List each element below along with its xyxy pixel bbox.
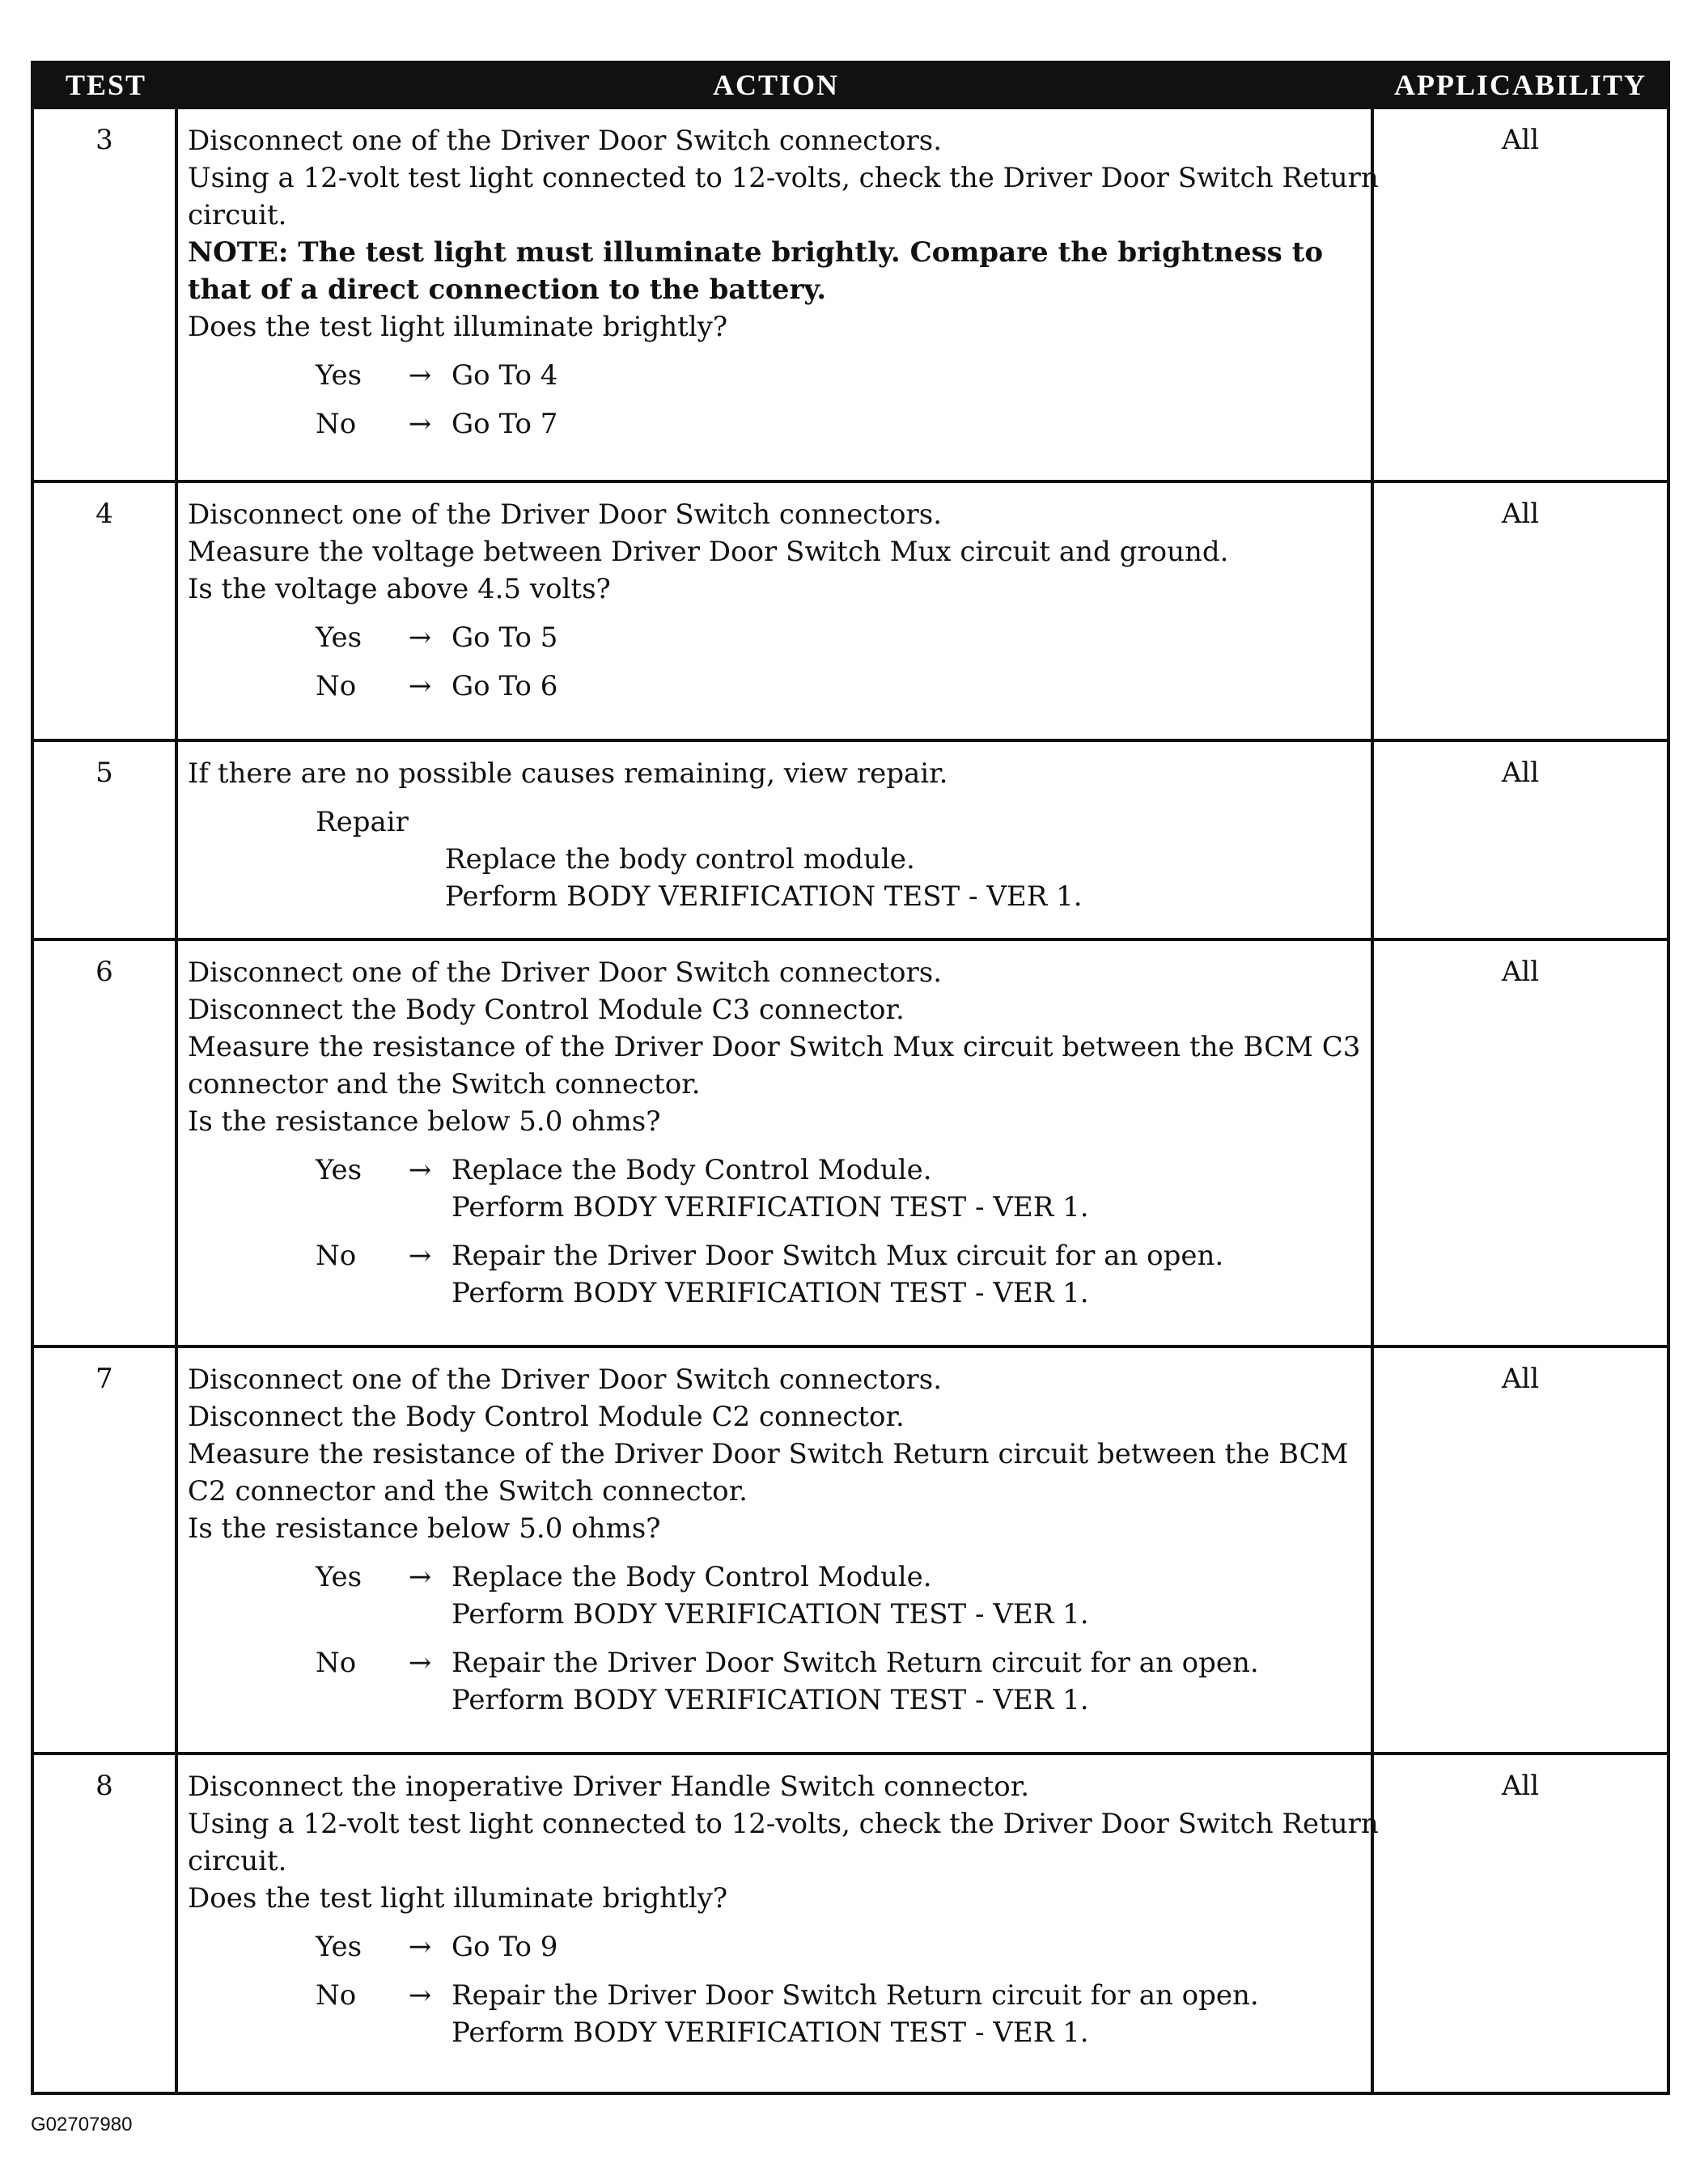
arrow-right-icon: →: [408, 359, 432, 392]
yes-result: [451, 1151, 1363, 1226]
diagnostic-table: [31, 61, 1670, 2095]
no-label: No: [316, 1647, 357, 1679]
action-cell: [178, 941, 1374, 1345]
result-line: Go To 6: [451, 670, 558, 702]
repair-label: Repair: [316, 806, 409, 838]
yes-branch: [188, 619, 1363, 656]
test-number: 6: [34, 941, 178, 1345]
yes-result: [451, 1928, 1363, 1966]
applicability-value: All: [1501, 1770, 1540, 1802]
action-line: Measure the resistance of the Driver Door Switch Mux circuit between the BCM C3: [188, 1031, 1361, 1063]
table-row: [34, 739, 1667, 938]
question-line: Does the test light illuminate brightly?: [188, 1882, 728, 1915]
result-line: Replace the Body Control Module.: [451, 1154, 932, 1186]
question-line: Is the voltage above 4.5 volts?: [188, 573, 611, 605]
header-applicability: APPLICABILITY: [1393, 69, 1647, 101]
figure-code: G02707980: [31, 2114, 133, 2135]
table-body: [34, 106, 1667, 2092]
table-row: [34, 1345, 1667, 1752]
result-line: Perform BODY VERIFICATION TEST - VER 1.: [451, 1598, 1089, 1631]
test-number: 5: [34, 742, 178, 938]
table-row: [34, 106, 1667, 480]
action-line: Measure the resistance of the Driver Door Switch Return circuit between the BCM: [188, 1438, 1349, 1470]
yes-result: [451, 1558, 1363, 1633]
action-line: Disconnect the Body Control Module C2 connector.: [188, 1401, 905, 1433]
result-line: Repair the Driver Door Switch Mux circuit for an open.: [451, 1240, 1224, 1272]
yes-branch: [188, 1151, 1363, 1226]
test-number: 3: [34, 109, 178, 480]
test-number: 4: [34, 483, 178, 739]
applicability-value: All: [1501, 956, 1540, 988]
no-branch: [188, 1237, 1363, 1312]
no-result: [451, 1644, 1363, 1719]
result-line: Perform BODY VERIFICATION TEST - VER 1.: [451, 1684, 1089, 1716]
arrow-right-icon: →: [408, 621, 432, 654]
no-branch: [188, 1977, 1363, 2051]
action-line: Disconnect the Body Control Module C3 connector.: [188, 994, 905, 1026]
result-line: Perform BODY VERIFICATION TEST - VER 1.: [451, 2016, 1089, 2049]
repair-block: [188, 804, 1363, 915]
table-row: [34, 938, 1667, 1345]
action-line: circuit.: [188, 1845, 287, 1877]
yes-label: Yes: [316, 1154, 362, 1186]
action-line: circuit.: [188, 199, 287, 231]
action-line: Using a 12-volt test light connected to 12-volts, check the Driver Door Switch Return: [188, 1808, 1379, 1840]
header-action: ACTION: [712, 69, 840, 101]
applicability-value: All: [1501, 498, 1540, 530]
action-line: C2 connector and the Switch connector.: [188, 1475, 748, 1508]
yes-branch: [188, 1928, 1363, 1966]
yes-branch: [188, 357, 1363, 394]
test-number: 7: [34, 1348, 178, 1752]
yes-result: [451, 619, 1363, 656]
result-line: Repair the Driver Door Switch Return circuit for an open.: [451, 1647, 1259, 1679]
result-line: Perform BODY VERIFICATION TEST - VER 1.: [451, 1277, 1089, 1309]
no-label: No: [316, 1240, 357, 1272]
action-line: Disconnect one of the Driver Door Switch connectors.: [188, 125, 942, 157]
arrow-right-icon: →: [408, 1561, 432, 1593]
action-line: Disconnect one of the Driver Door Switch connectors.: [188, 1363, 942, 1396]
result-line: Go To 7: [451, 408, 558, 440]
action-line: Disconnect one of the Driver Door Switch connectors.: [188, 956, 942, 989]
yes-label: Yes: [316, 1931, 362, 1963]
no-branch: [188, 1644, 1363, 1719]
table-row: [34, 480, 1667, 739]
applicability-value: All: [1501, 757, 1540, 789]
header-test: TEST: [65, 69, 147, 101]
yes-branch: [188, 1558, 1363, 1633]
applicability-value: All: [1501, 124, 1540, 156]
result-line: Replace the Body Control Module.: [451, 1561, 932, 1593]
no-result: [451, 1237, 1363, 1312]
no-label: No: [316, 408, 357, 440]
arrow-right-icon: →: [408, 1979, 432, 2012]
note-line: that of a direct connection to the battery.: [188, 274, 827, 306]
action-cell: [178, 1755, 1379, 2092]
repair-line: Replace the body control module.: [445, 843, 915, 876]
arrow-right-icon: →: [408, 1931, 432, 1963]
arrow-right-icon: →: [408, 670, 432, 702]
question-line: Is the resistance below 5.0 ohms?: [188, 1105, 661, 1138]
question-line: Does the test light illuminate brightly?: [188, 311, 728, 343]
action-line: connector and the Switch connector.: [188, 1068, 701, 1100]
action-line: If there are no possible causes remaining, view repair.: [188, 757, 948, 790]
no-result: [451, 668, 1363, 705]
no-branch: [188, 668, 1363, 705]
action-line: Using a 12-volt test light connected to 12-volts, check the Driver Door Switch Return: [188, 162, 1379, 194]
result-line: Perform BODY VERIFICATION TEST - VER 1.: [451, 1191, 1089, 1223]
table-header: [34, 64, 1667, 106]
result-line: Repair the Driver Door Switch Return circuit for an open.: [451, 1979, 1259, 2012]
no-result: [451, 405, 1363, 443]
table-row: [34, 1752, 1667, 2092]
action-line: Measure the voltage between Driver Door Switch Mux circuit and ground.: [188, 536, 1229, 568]
action-cell: [178, 1348, 1374, 1752]
no-label: No: [316, 1979, 357, 2012]
no-result: [451, 1977, 1363, 2051]
action-cell: [178, 483, 1374, 739]
yes-label: Yes: [316, 359, 362, 392]
action-line: Disconnect one of the Driver Door Switch connectors.: [188, 498, 942, 531]
arrow-right-icon: →: [408, 1240, 432, 1272]
arrow-right-icon: →: [408, 1154, 432, 1186]
applicability-value: All: [1501, 1363, 1540, 1395]
result-line: Go To 9: [451, 1931, 558, 1963]
yes-label: Yes: [316, 621, 362, 654]
action-line: Disconnect the inoperative Driver Handle Switch connector.: [188, 1771, 1030, 1803]
no-branch: [188, 405, 1363, 443]
action-cell: [178, 109, 1379, 480]
repair-line: Perform BODY VERIFICATION TEST - VER 1.: [445, 880, 1083, 913]
result-line: Go To 5: [451, 621, 558, 654]
arrow-right-icon: →: [408, 408, 432, 440]
question-line: Is the resistance below 5.0 ohms?: [188, 1512, 661, 1545]
test-number: 8: [34, 1755, 178, 2092]
note-line: NOTE: The test light must illuminate brightly. Compare the brightness to: [188, 236, 1324, 269]
result-line: Go To 4: [451, 359, 558, 392]
yes-label: Yes: [316, 1561, 362, 1593]
arrow-right-icon: →: [408, 1647, 432, 1679]
yes-result: [451, 357, 1363, 394]
action-cell: [178, 742, 1374, 938]
no-label: No: [316, 670, 357, 702]
